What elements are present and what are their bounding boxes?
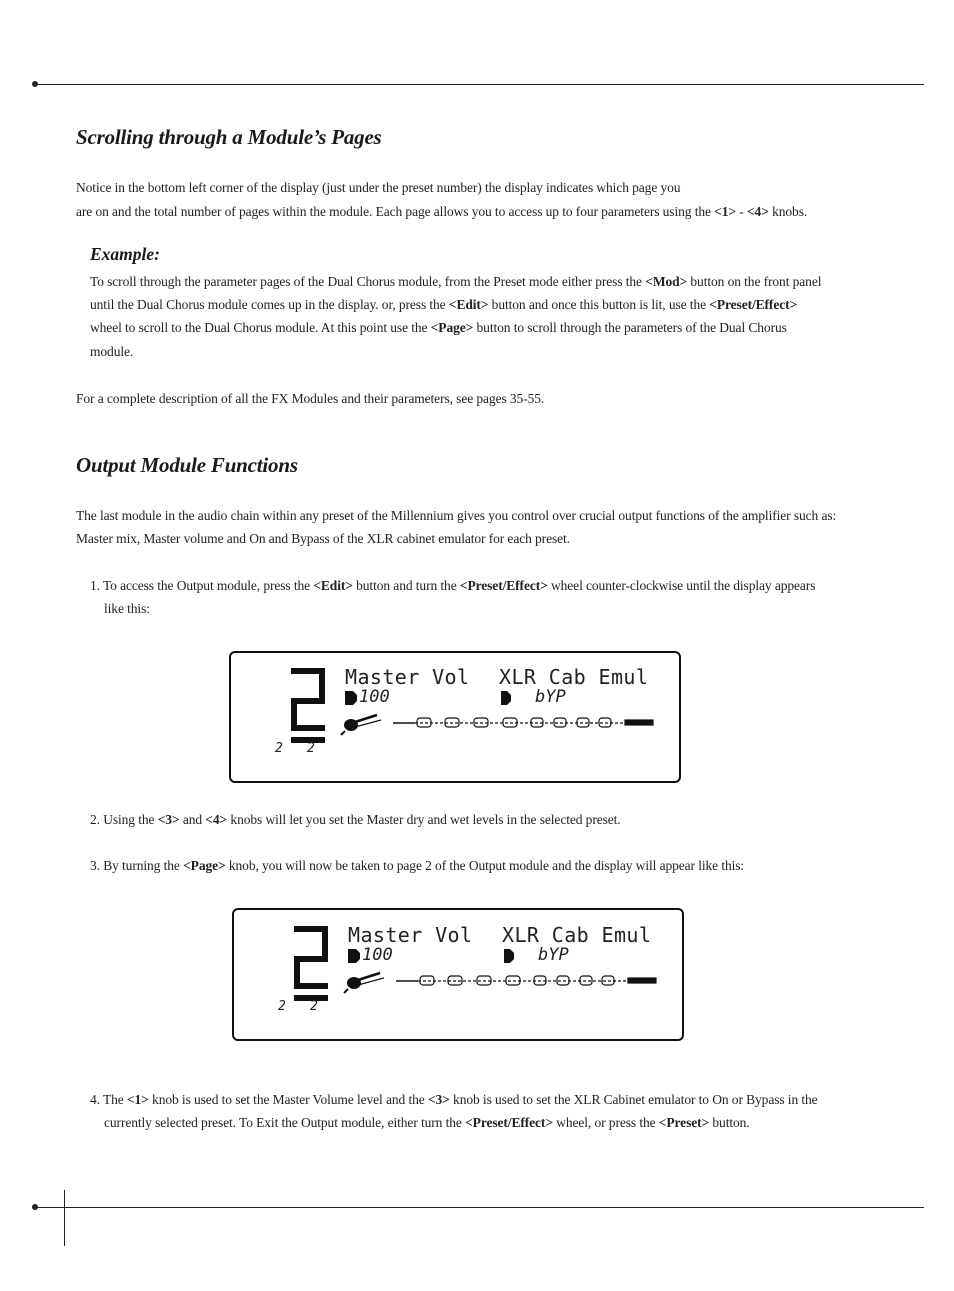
preset-effect-wheel-label: <Preset/Effect> bbox=[465, 1115, 553, 1130]
page-total: 2 bbox=[310, 999, 318, 1014]
text: button and turn the bbox=[352, 578, 460, 593]
lcd-display-2 bbox=[232, 908, 684, 1041]
text: knob is used to set the XLR Cabinet emulator to On or Bypass in the bbox=[449, 1092, 818, 1107]
page-current: 2 bbox=[275, 741, 283, 756]
text: For a complete description of all the FX Modules and their parameters, see pages 35-55. bbox=[76, 391, 545, 406]
preset-effect-wheel-label: <Preset/Effect> bbox=[459, 578, 548, 593]
preset-digit-2-icon bbox=[291, 668, 325, 743]
text: knob, you will now be taken to page 2 of the Output module and the display will appear like this: bbox=[225, 858, 745, 873]
text: button. bbox=[709, 1115, 750, 1130]
page-button-label: <Page> bbox=[430, 320, 474, 335]
param1-name: Master Vol bbox=[348, 923, 473, 947]
paragraph-pages-line2 bbox=[76, 200, 807, 224]
text: button to scroll through the parameters of the Dual Chorus bbox=[473, 320, 787, 335]
text: 3. By turning the bbox=[90, 858, 184, 873]
text: and bbox=[179, 812, 206, 827]
text: knobs will let you set the Master dry and wet levels in the selected preset. bbox=[227, 812, 621, 827]
knob-4-label: <4> bbox=[205, 812, 228, 827]
page-knob-label: <Page> bbox=[183, 858, 226, 873]
output-intro-line2 bbox=[76, 527, 570, 551]
text: 4. The bbox=[90, 1092, 127, 1107]
text: wheel to scroll to the Dual Chorus module. At this point use the bbox=[90, 320, 431, 335]
text: are on and the total number of pages within the module. Each page allows you to access up to four parameters using the bbox=[76, 204, 715, 219]
lcd-display-1 bbox=[229, 651, 681, 783]
preset-effect-wheel-label: <Preset/Effect> bbox=[709, 297, 798, 312]
text: wheel, or press the bbox=[552, 1115, 659, 1130]
preset-digit-2-icon bbox=[294, 926, 328, 1001]
section-title-scrolling: Scrolling through a Module’s Pages bbox=[76, 125, 382, 149]
text: Notice in the bottom left corner of the display (just under the preset number) the display indicates which page you bbox=[76, 180, 681, 195]
section-title-output-module: Output Module Functions bbox=[76, 453, 298, 477]
text: currently selected preset. To Exit the Output module, either turn the bbox=[104, 1115, 466, 1130]
step-3 bbox=[90, 854, 744, 878]
output-intro-line1 bbox=[76, 504, 836, 528]
page-total: 2 bbox=[307, 741, 315, 756]
guitar-icon bbox=[341, 715, 381, 735]
param1-indicator-icon bbox=[345, 691, 357, 705]
bottom-rule bbox=[36, 1207, 924, 1208]
step-1-line2 bbox=[104, 597, 150, 621]
text: like this: bbox=[104, 601, 150, 616]
text: To scroll through the parameter pages of the Dual Chorus module, from the Preset mode either press the bbox=[90, 274, 646, 289]
param1-value: 100 bbox=[362, 945, 393, 965]
top-rule bbox=[36, 84, 924, 85]
fx-modules-reference bbox=[76, 387, 544, 411]
text: The last module in the audio chain within any preset of the Millennium gives you control over crucial output functions of the amplifier such as: bbox=[76, 508, 837, 523]
param2-indicator-icon bbox=[504, 949, 514, 963]
signal-chain-icon bbox=[393, 718, 653, 727]
text: button on the front panel bbox=[687, 274, 822, 289]
example-line3 bbox=[90, 316, 787, 340]
signal-chain-icon bbox=[396, 976, 656, 985]
example-line4 bbox=[90, 340, 133, 364]
knob-3-label: <3> bbox=[157, 812, 180, 827]
edit-button-label: <Edit> bbox=[448, 297, 489, 312]
example-label: Example: bbox=[90, 244, 160, 264]
text: knobs. bbox=[768, 204, 808, 219]
text: module. bbox=[90, 344, 134, 359]
step-1-line1 bbox=[90, 574, 815, 598]
param1-indicator-icon bbox=[348, 949, 360, 963]
text: wheel counter-clockwise until the display appears bbox=[547, 578, 816, 593]
page-current: 2 bbox=[278, 999, 286, 1014]
param2-value: bYP bbox=[538, 945, 569, 965]
knob-1-label: <1> bbox=[714, 204, 737, 219]
example-line1 bbox=[90, 270, 821, 294]
param1-value: 100 bbox=[359, 687, 390, 707]
mod-button-label: <Mod> bbox=[645, 274, 688, 289]
guitar-icon bbox=[344, 973, 384, 993]
param2-name: XLR Cab Emul bbox=[499, 665, 649, 689]
param1-name: Master Vol bbox=[345, 665, 470, 689]
param2-indicator-icon bbox=[501, 691, 511, 705]
text: - bbox=[736, 204, 747, 219]
param2-value: bYP bbox=[535, 687, 566, 707]
text: Master mix, Master volume and On and Bypass of the XLR cabinet emulator for each preset. bbox=[76, 531, 570, 546]
text: 1. To access the Output module, press the bbox=[90, 578, 314, 593]
bottom-margin-line bbox=[64, 1190, 65, 1246]
step-4-line1 bbox=[90, 1088, 818, 1112]
param2-name: XLR Cab Emul bbox=[502, 923, 652, 947]
text: knob is used to set the Master Volume level and the bbox=[148, 1092, 428, 1107]
text: until the Dual Chorus module comes up in the display. or, press the bbox=[90, 297, 449, 312]
edit-button-label: <Edit> bbox=[313, 578, 353, 593]
paragraph-pages-line1 bbox=[76, 176, 680, 200]
text: 2. Using the bbox=[90, 812, 158, 827]
step-4-line2 bbox=[104, 1111, 750, 1135]
text: button and once this button is lit, use the bbox=[488, 297, 710, 312]
knob-1-label: <1> bbox=[126, 1092, 149, 1107]
knob-4-label: <4> bbox=[746, 204, 769, 219]
knob-3-label: <3> bbox=[427, 1092, 450, 1107]
example-line2 bbox=[90, 293, 797, 317]
preset-button-label: <Preset> bbox=[658, 1115, 710, 1130]
step-2 bbox=[90, 808, 621, 832]
